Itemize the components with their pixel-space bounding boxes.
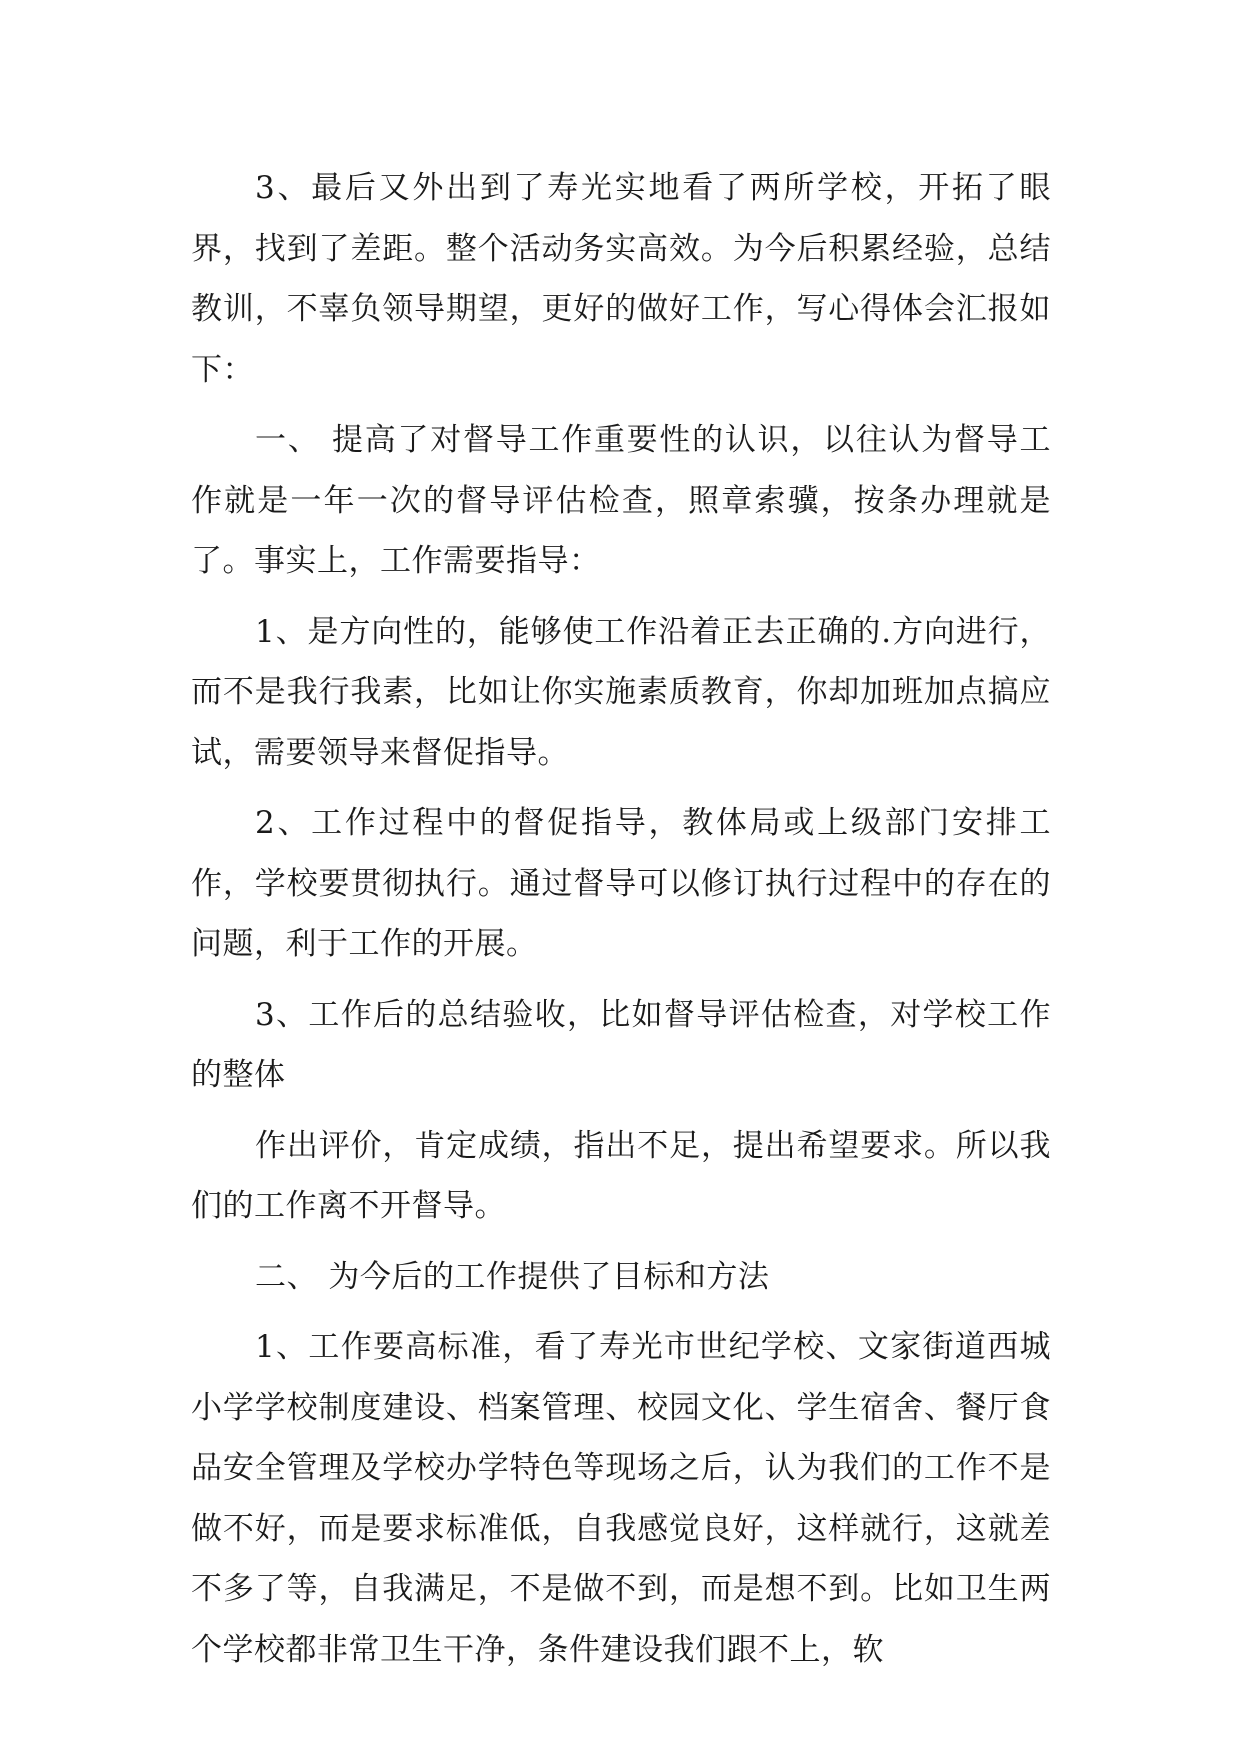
- paragraph-6: 作出评价，肯定成绩，指出不足，提出希望要求。所以我们的工作离不开督导。: [191, 1127, 1051, 1224]
- paragraph-8: 1、工作要高标准，看了寿光市世纪学校、文家街道西城小学学校制度建设、档案管理、校园文化、学生宿舍、餐厅食品安全管理及学校办学特色等现场之后，认为我们的工作不是做不好，而是要求标准低，自我感觉良好，这样就行，这就差不多了等，自我满足，不是做不到，而是想不到。比如卫生两个学校都非常卫生干净，条件建设我们跟不上，软: [191, 1329, 1051, 1668]
- paragraph-3: 1、是方向性的，能够使工作沿着正去正确的.方向进行，而不是我行我素，比如让你实施素质教育，你却加班加点搞应试，需要领导来督促指导。: [191, 613, 1051, 771]
- paragraph-1: 3、最后又外出到了寿光实地看了两所学校，开拓了眼界，找到了差距。整个活动务实高效。为今后积累经验，总结教训，不辜负领导期望，更好的做好工作，写心得体会汇报如下：: [191, 170, 1051, 388]
- document-body: [191, 158, 1051, 1690]
- paragraph-5: 3、工作后的总结验收，比如督导评估检查，对学校工作的整体: [191, 996, 1051, 1093]
- paragraph-2: 一、 提高了对督导工作重要性的认识，以往认为督导工作就是一年一次的督导评估检查，照章索骥，按条办理就是了。事实上，工作需要指导：: [191, 422, 1051, 579]
- paragraph-7: 二、 为今后的工作提供了目标和方法: [255, 1258, 770, 1295]
- paragraph-4: 2、工作过程中的督促指导，教体局或上级部门安排工作，学校要贯彻执行。通过督导可以修订执行过程中的存在的问题，利于工作的开展。: [191, 805, 1051, 962]
